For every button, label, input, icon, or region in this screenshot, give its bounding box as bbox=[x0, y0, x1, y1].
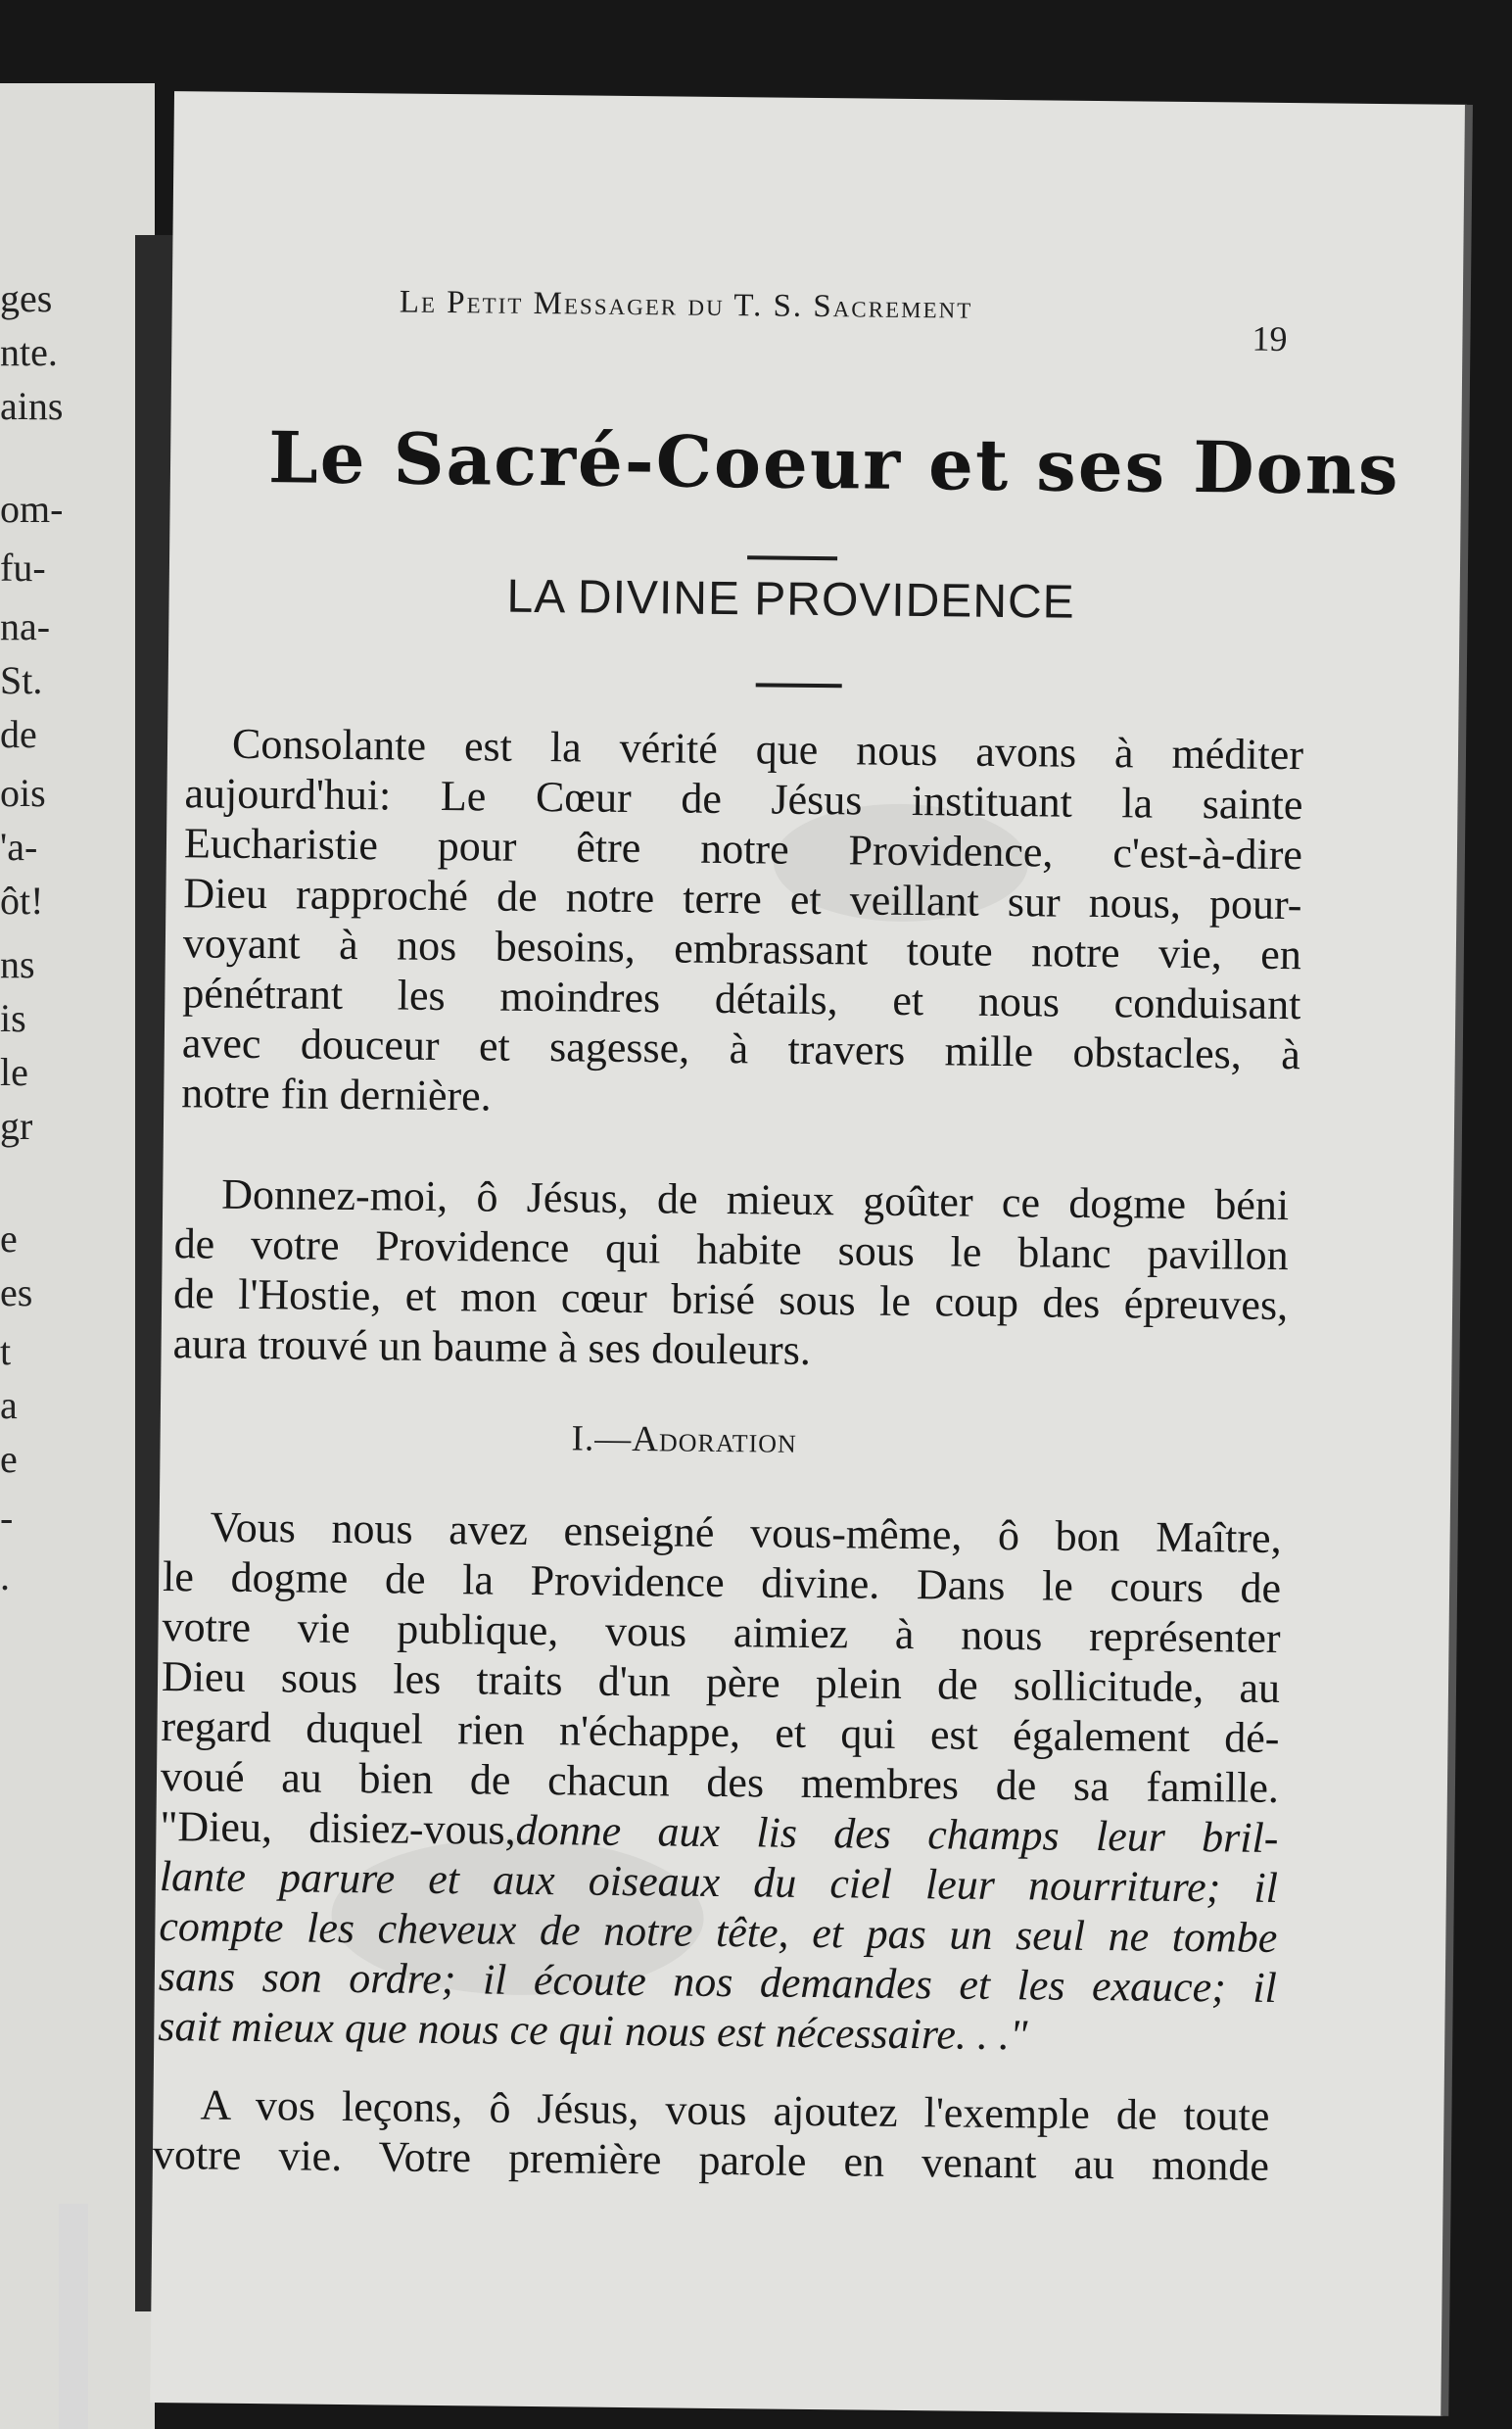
text-line: Dieu rapproché de notre terre et veillant sur nous, pour- bbox=[183, 869, 1302, 929]
left-page-text-fragment: St. bbox=[0, 658, 43, 702]
previous-page-fragment bbox=[0, 83, 155, 2429]
left-page-text-fragment: e bbox=[0, 1437, 18, 1481]
title-rule bbox=[747, 555, 837, 560]
text-line: votre vie. Votre première parole en venant au monde bbox=[152, 2129, 1270, 2190]
book-page bbox=[150, 91, 1467, 2416]
left-page-text-fragment: na- bbox=[0, 604, 51, 648]
section-heading: I.—Adoration bbox=[571, 1418, 798, 1461]
text-line: Vous nous avez enseigné vous-même, ô bon Maître, bbox=[210, 1502, 1282, 1563]
text-line: notre fin dernière. bbox=[181, 1069, 492, 1120]
left-page-text-fragment: es bbox=[0, 1270, 33, 1314]
left-page-text-fragment: nte. bbox=[0, 330, 58, 374]
text-line: de l'Hostie, et mon cœur brisé sous le coup des épreuves, bbox=[172, 1269, 1289, 1330]
left-page-text-fragment: fu- bbox=[0, 546, 46, 590]
italic-line: lante parure et aux oiseaux du ciel leur nourriture; il bbox=[159, 1852, 1279, 1912]
text-line: avec douceur et sagesse, à travers mille obstacles, à bbox=[181, 1019, 1301, 1079]
left-page-text-fragment: t bbox=[0, 1329, 12, 1373]
paragraph-1 bbox=[181, 718, 1303, 1129]
text-line: A vos leçons, ô Jésus, vous ajoutez l'exemple de toute bbox=[200, 2080, 1270, 2140]
left-page-text-fragment: is bbox=[0, 996, 26, 1040]
text-line: voyant à nos besoins, embrassant toute notre vie, en bbox=[182, 919, 1302, 979]
text-line: Dieu sous les traits d'un père plein de sollicitude, au bbox=[161, 1652, 1281, 1712]
italic-line: sait mieux que nous ce qui nous est nécessaire. . ." bbox=[158, 2002, 1028, 2060]
text-line: votre vie publique, vous aimiez à nous représenter bbox=[162, 1602, 1281, 1663]
left-page-text-fragment: - bbox=[0, 1496, 14, 1540]
left-page-text-fragment: ois bbox=[0, 771, 46, 815]
italic-quote: donne aux lis des champs leur bril- bbox=[515, 1805, 1279, 1862]
left-page-text-fragment: ôt! bbox=[0, 879, 44, 923]
left-page-text-fragment: de bbox=[0, 712, 37, 756]
left-page-text-fragment: e bbox=[0, 1216, 18, 1261]
italic-line: compte les cheveux de notre tête, et pas un seul ne tombe bbox=[159, 1902, 1278, 1962]
paragraph-2 bbox=[172, 1168, 1289, 1380]
text-line: Eucharistie pour être notre Providence, c'est-à-dire bbox=[183, 819, 1303, 880]
paragraph-3 bbox=[158, 1501, 1282, 2063]
left-page-text-fragment: gr bbox=[0, 1104, 33, 1148]
text-line: le dogme de la Providence divine. Dans le cours de bbox=[162, 1552, 1282, 1613]
article-title: Le Sacré-Coeur et ses Dons bbox=[267, 415, 1401, 511]
left-page-text-fragment: ns bbox=[0, 942, 35, 986]
running-head: Le Petit Messager du T. S. Sacrement bbox=[399, 284, 973, 326]
article-subtitle: LA DIVINE PROVIDENCE bbox=[506, 570, 1075, 629]
italic-line: sans son ordre; il écoute nos demandes et les exauce; il bbox=[158, 1952, 1278, 2012]
left-page-text-fragment: 'a- bbox=[0, 825, 38, 869]
left-page-text-fragment: ges bbox=[0, 276, 53, 320]
page-edge-strip bbox=[59, 2204, 88, 2429]
left-page-text-fragment: a bbox=[0, 1383, 18, 1427]
quote-start: "Dieu, disiez-vous, bbox=[160, 1802, 516, 1854]
page-number: 19 bbox=[1252, 318, 1288, 359]
text-line: voué au bien de chacun des membres de sa famille. bbox=[160, 1752, 1280, 1812]
left-page-text-fragment: ains bbox=[0, 384, 64, 428]
text-line: aujourd'hui: Le Cœur de Jésus instituant la sainte bbox=[184, 769, 1303, 830]
text-line: regard duquel rien n'échappe, et qui est également dé- bbox=[161, 1702, 1280, 1762]
text-line: Consolante est la vérité que nous avons à méditer bbox=[231, 719, 1304, 780]
text-line: aura trouvé un baume à ses douleurs. bbox=[172, 1319, 812, 1374]
text-line: Donnez-moi, ô Jésus, de mieux goûter ce dogme béni bbox=[220, 1169, 1290, 1230]
page-right-edge bbox=[1441, 105, 1473, 2416]
text-line: de votre Providence qui habite sous le blanc pavillon bbox=[173, 1219, 1289, 1280]
left-page-text-fragment: . bbox=[0, 1554, 10, 1598]
left-page-text-fragment: om- bbox=[0, 487, 64, 531]
subtitle-rule bbox=[756, 683, 842, 688]
paragraph-4 bbox=[153, 2079, 1270, 2191]
text-line: pénétrant les moindres détails, et nous conduisant bbox=[182, 969, 1301, 1029]
left-page-text-fragment: le bbox=[0, 1050, 28, 1094]
